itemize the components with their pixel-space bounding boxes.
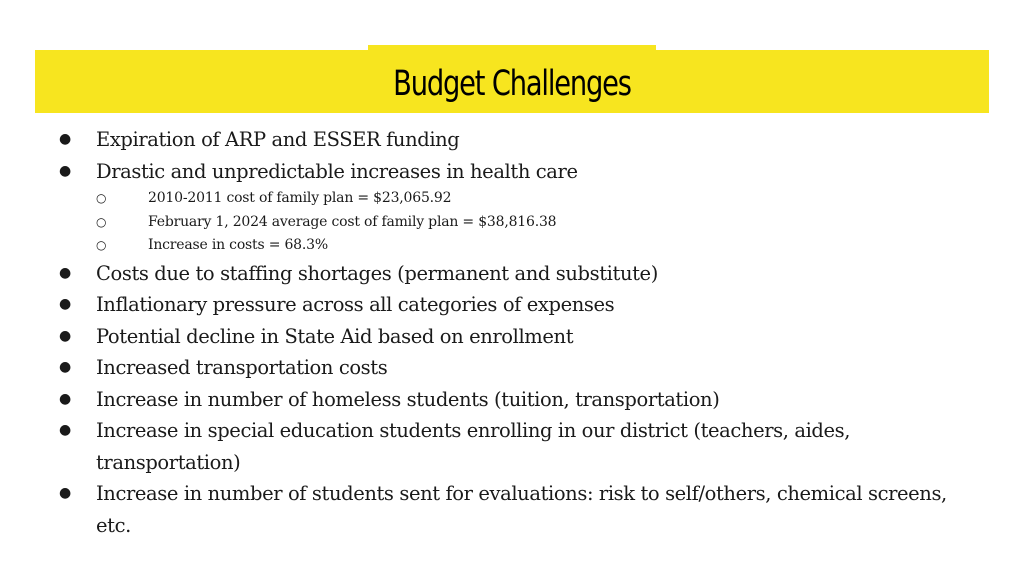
bullet-text: Increase in number of homeless students (tuition, transportation)	[96, 387, 720, 411]
sub-bullet-item	[96, 234, 955, 258]
sub-bullet-text: Increase in costs = 68.3%	[148, 237, 328, 253]
bullet-content	[55, 124, 955, 541]
sub-bullet-item	[96, 211, 955, 235]
bullet-dot-icon: ●	[59, 422, 71, 438]
bullet-item	[55, 415, 955, 478]
bullet-text: Costs due to staffing shortages (permanent and substitute)	[96, 261, 658, 285]
bullet-dot-icon: ●	[59, 296, 71, 312]
bullet-dot-icon: ●	[59, 264, 71, 281]
bullet-item	[55, 124, 955, 156]
bullet-list	[55, 124, 955, 541]
bullet-dot-icon: ●	[59, 359, 71, 375]
bullet-item	[55, 478, 955, 541]
bullet-dot-icon: ●	[59, 390, 71, 407]
bullet-text: Potential decline in State Aid based on enrollment	[96, 324, 574, 348]
bullet-text: Increase in special education students enrolling in our district (teachers, aides, transportation)	[96, 419, 851, 474]
bullet-item	[55, 352, 955, 384]
bullet-dot-icon: ●	[59, 327, 71, 344]
bullet-text: Inflationary pressure across all categories of expenses	[96, 293, 615, 316]
bullet-dot-icon: ●	[59, 162, 71, 179]
bullet-item	[55, 321, 955, 353]
sub-bullet-circle-icon: ○	[96, 238, 107, 252]
sub-bullet-circle-icon: ○	[96, 214, 107, 229]
bullet-dot-icon: ●	[59, 131, 71, 147]
bullet-text: Increase in number of students sent for evaluations: risk to self/others, chemical screens, etc.	[96, 482, 947, 537]
bullet-dot-icon: ●	[59, 485, 71, 501]
bullet-item	[55, 289, 955, 321]
sub-bullet-item	[96, 187, 955, 211]
sub-bullet-text: February 1, 2024 average cost of family plan = $38,816.38	[148, 213, 557, 230]
slide-title: Budget Challenges	[393, 64, 631, 104]
bullet-item	[55, 258, 955, 290]
sub-bullet-text: 2010-2011 cost of family plan = $23,065.92	[148, 190, 452, 206]
bullet-text: Increased transportation costs	[96, 356, 388, 379]
sub-bullet-list	[96, 187, 955, 258]
bullet-item	[55, 156, 955, 258]
sub-bullet-circle-icon: ○	[96, 191, 107, 205]
bullet-text: Expiration of ARP and ESSER funding	[96, 128, 460, 151]
bullet-text: Drastic and unpredictable increases in health care	[96, 159, 578, 183]
bullet-item	[55, 384, 955, 416]
